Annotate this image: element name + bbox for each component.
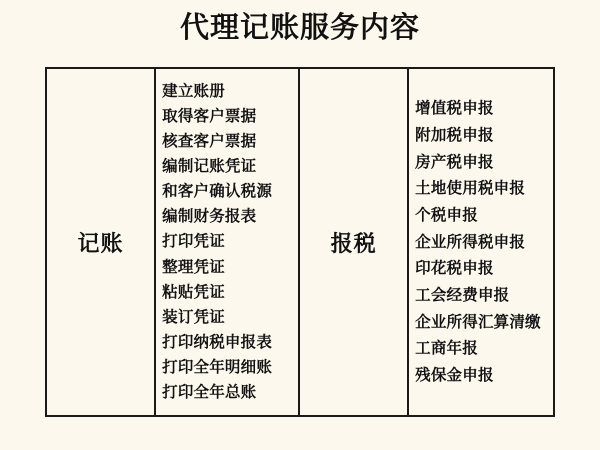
list-item: 企业所得税申报: [415, 232, 526, 251]
list-item: 打印纳税申报表: [162, 332, 273, 351]
tax-filing-item-list: [415, 95, 541, 388]
page-title: 代理记账服务内容: [179, 10, 420, 44]
list-item: 印花税申报: [415, 259, 494, 278]
list-item: 编制记账凭证: [162, 157, 257, 176]
list-item: 附加税申报: [415, 126, 494, 145]
list-item: 编制财务报表: [162, 207, 257, 226]
list-item: 取得客户票据: [162, 106, 257, 125]
list-item: 打印全年明细账: [162, 357, 273, 376]
section-label-tax-filing: 报税: [330, 231, 377, 257]
section-items-cell-tax-filing: [409, 69, 553, 415]
list-item: 整理凭证: [162, 257, 225, 276]
list-item: 残保金申报: [415, 365, 494, 384]
list-item: 房产税申报: [415, 152, 494, 171]
list-item: 打印全年总账: [162, 383, 257, 402]
section-label-cell-bookkeeping: [47, 69, 156, 415]
list-item: 核查客户票据: [162, 132, 257, 150]
list-item: 和客户确认税源: [162, 182, 273, 201]
list-item: 增值税申报: [415, 99, 494, 118]
bookkeeping-item-list: [162, 79, 272, 405]
list-item: 建立账册: [162, 81, 225, 100]
list-item: 个税申报: [415, 206, 478, 225]
section-label-bookkeeping: 记账: [77, 231, 124, 257]
list-item: 工会经费申报: [415, 285, 510, 304]
list-item: 企业所得汇算清缴: [415, 312, 541, 331]
section-items-cell-bookkeeping: [156, 69, 300, 415]
list-item: 工商年报: [415, 339, 478, 358]
list-item: 装订凭证: [162, 307, 225, 326]
list-item: 打印凭证: [162, 232, 225, 251]
list-item: 土地使用税申报: [415, 179, 526, 198]
services-table: [45, 67, 555, 417]
section-label-cell-tax-filing: [300, 69, 409, 415]
list-item: 粘贴凭证: [162, 282, 225, 301]
